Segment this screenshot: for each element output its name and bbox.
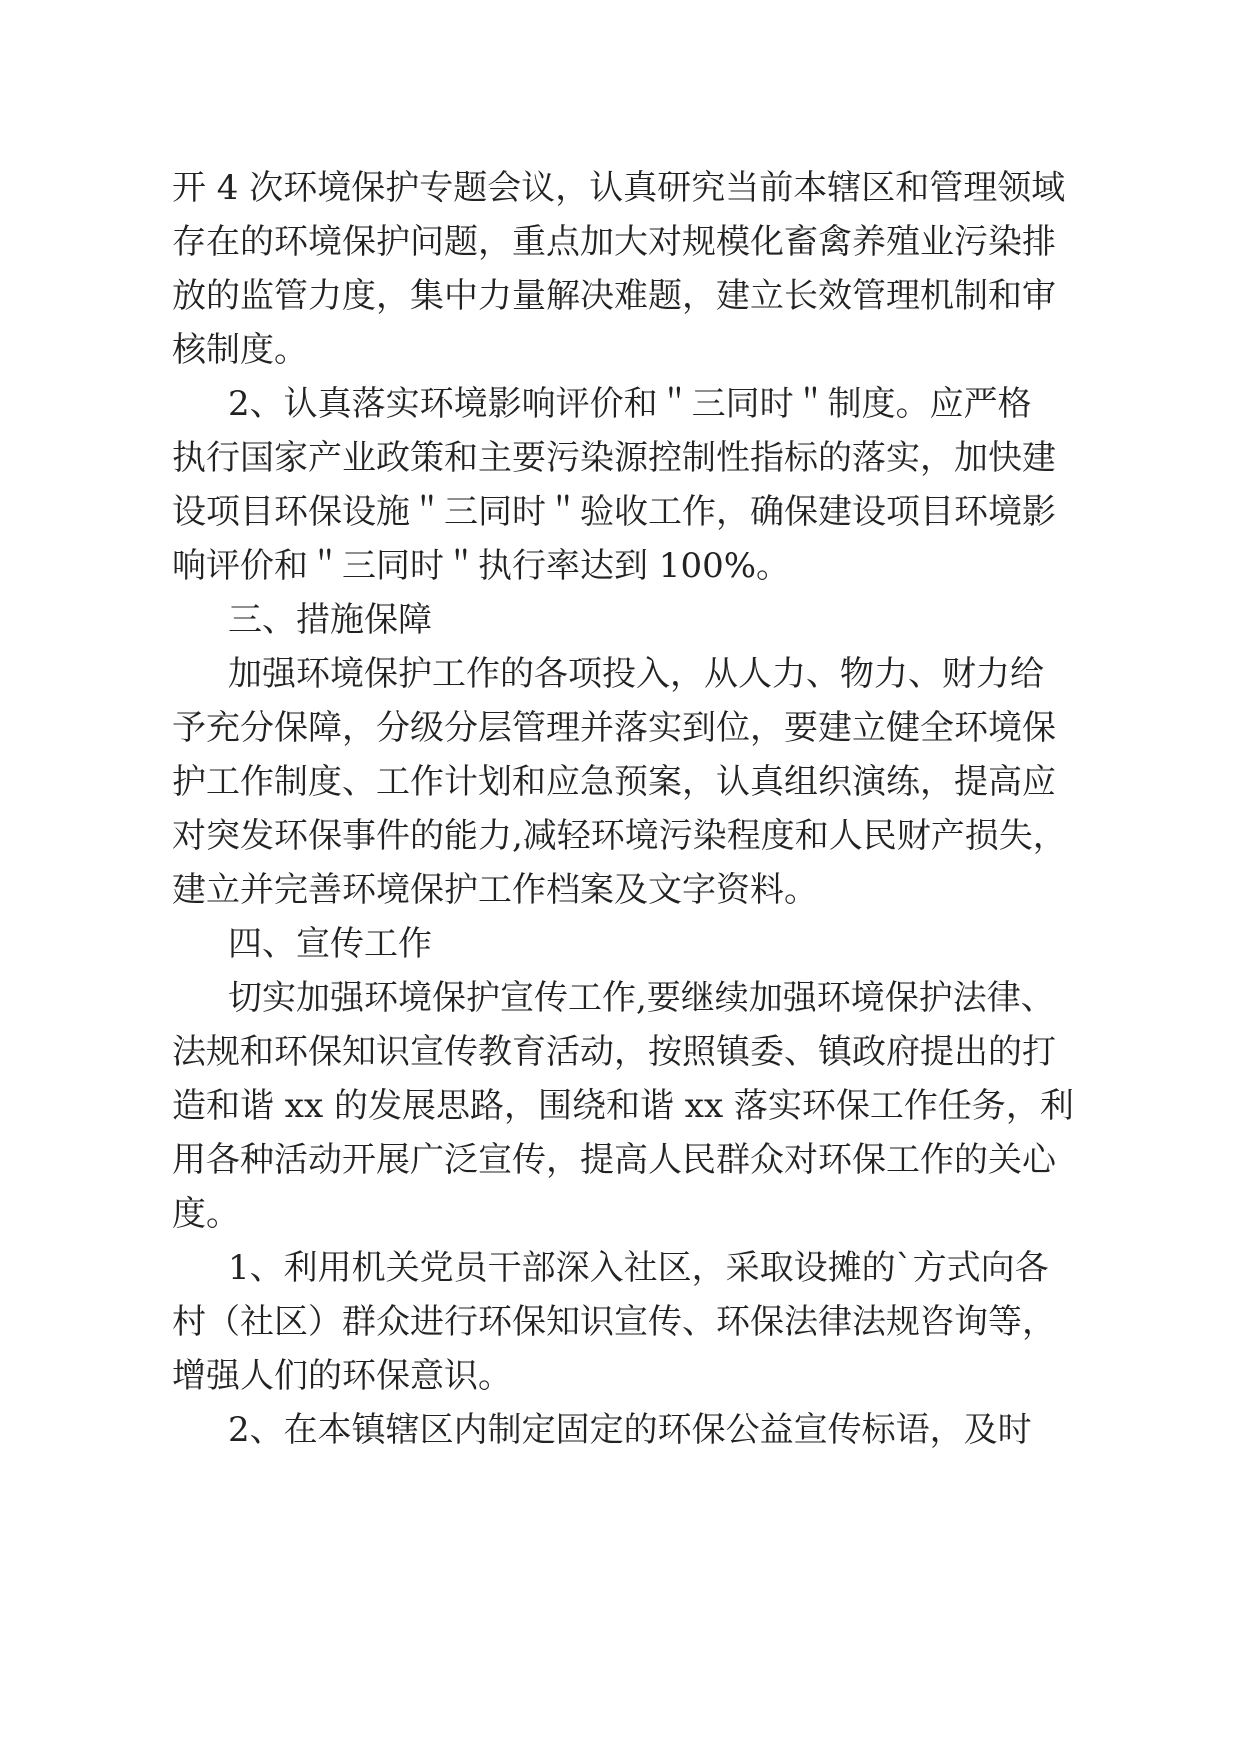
- text-line: 增强人们的环保意识。: [172, 1356, 512, 1396]
- text-line: 2、认真落实环境影响评价和＂三同时＂制度。应严格: [228, 384, 1032, 424]
- text-line: 切实加强环境保护宣传工作,要继续加强环境保护法律、: [228, 978, 1055, 1018]
- text-line: 予充分保障，分级分层管理并落实到位，要建立健全环境保: [172, 708, 1056, 748]
- text-line: 度。: [172, 1194, 240, 1234]
- text-line: 2、在本镇辖区内制定固定的环保公益宣传标语，及时: [228, 1410, 1032, 1450]
- text-line: 对突发环保事件的能力,减轻环境污染程度和人民财产损失，: [172, 816, 1067, 856]
- text-line: 造和谐 xx 的发展思路，围绕和谐 xx 落实环保工作任务，利: [172, 1086, 1074, 1126]
- text-line: 设项目环保设施＂三同时＂验收工作，确保建设项目环境影: [172, 492, 1056, 532]
- text-line: 开 4 次环境保护专题会议，认真研究当前本辖区和管理领域: [172, 168, 1066, 208]
- text-line: 用各种活动开展广泛宣传，提高人民群众对环保工作的关心: [172, 1140, 1056, 1180]
- text-line: 执行国家产业政策和主要污染源控制性指标的落实，加快建: [172, 438, 1056, 478]
- text-line: 护工作制度、工作计划和应急预案，认真组织演练，提高应: [172, 762, 1056, 802]
- section-heading: 四、宣传工作: [228, 924, 432, 964]
- text-line: 加强环境保护工作的各项投入，从人力、物力、财力给: [228, 654, 1044, 694]
- section-heading: 三、措施保障: [228, 600, 432, 640]
- text-line: 法规和环保知识宣传教育活动，按照镇委、镇政府提出的打: [172, 1032, 1056, 1072]
- text-line: 响评价和＂三同时＂执行率达到 100%。: [172, 546, 791, 586]
- text-line: 放的监管力度，集中力量解决难题，建立长效管理机制和审: [172, 276, 1056, 316]
- text-line: 建立并完善环境保护工作档案及文字资料。: [172, 870, 818, 910]
- text-line: 村（社区）群众进行环保知识宣传、环保法律法规咨询等，: [172, 1302, 1056, 1342]
- text-line: 存在的环境保护问题，重点加大对规模化畜禽养殖业污染排: [172, 222, 1056, 262]
- text-line: 1、利用机关党员干部深入社区，采取设摊的`方式向各: [228, 1248, 1049, 1288]
- text-line: 核制度。: [172, 330, 308, 370]
